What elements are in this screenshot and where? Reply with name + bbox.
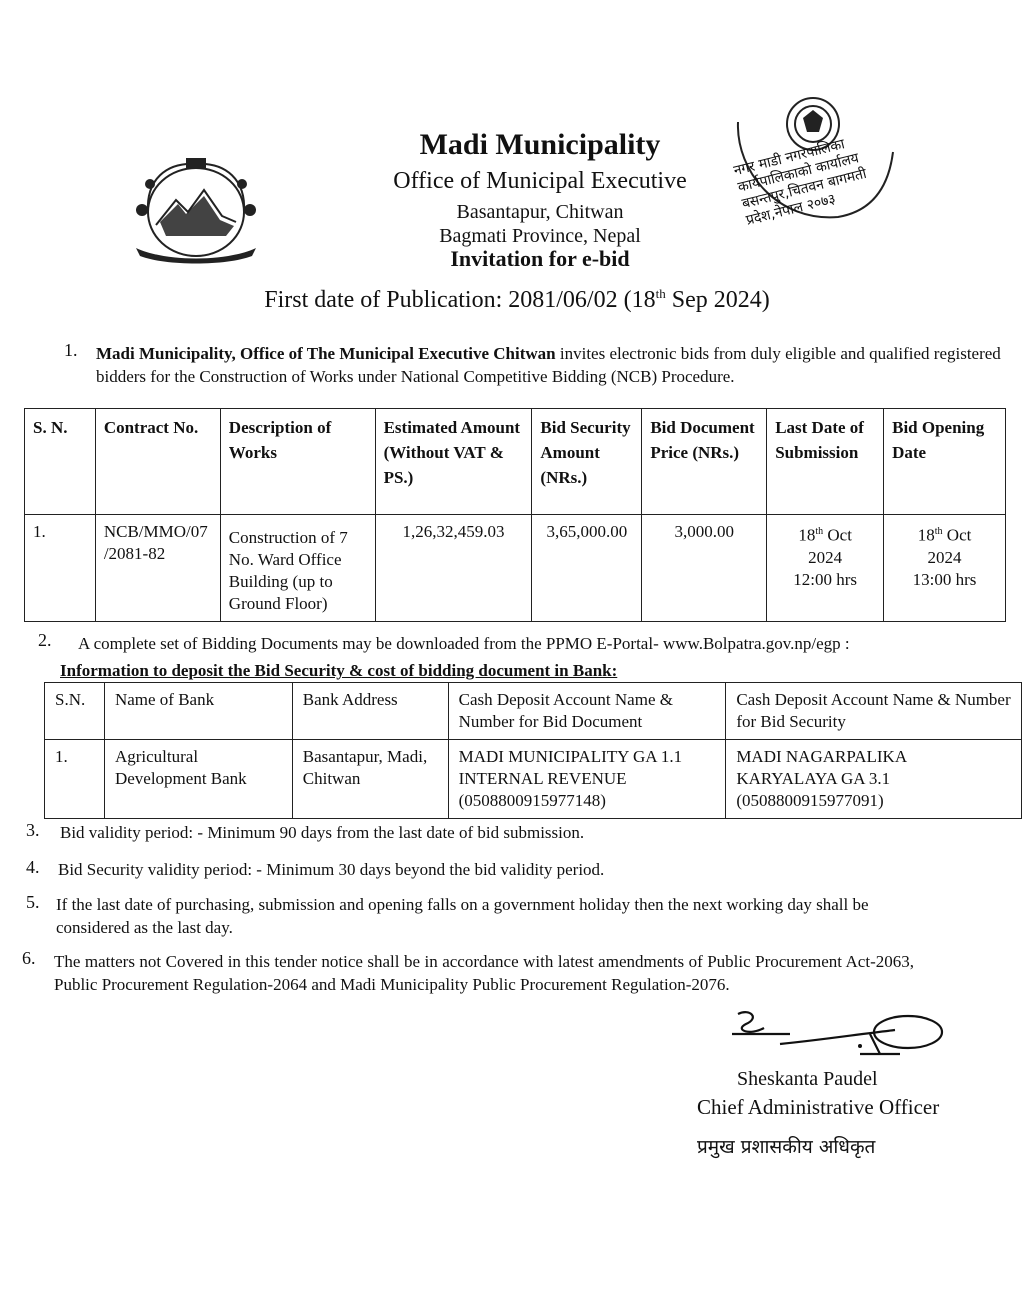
column-header: Cash Deposit Account Name & Number for Bid Document: [448, 683, 726, 740]
bank-table: [44, 682, 1022, 819]
signature-icon: [720, 1004, 950, 1064]
column-header: S.N.: [45, 683, 105, 740]
item-number: 4.: [26, 857, 40, 877]
office-seal-icon: [718, 82, 898, 247]
item-5-text: If the last date of purchasing, submission and opening falls on a government holiday then the next working day shall be considered as the last day.: [56, 895, 869, 937]
address-line-1: Basantapur, Chitwan: [456, 201, 624, 223]
table-cell: 18th Oct 2024 12:00 hrs: [767, 515, 884, 622]
item-number: 3.: [26, 820, 40, 840]
column-header: Description of Works: [220, 409, 375, 515]
column-header: Cash Deposit Account Name & Number for Bid Security: [726, 683, 1022, 740]
item-1-text: Madi Municipality, Office of The Municipal Executive Chitwan invites electronic bids from duly eligible and qualified registered bidders for the Construction of Works under National Competitive Bidding (NCB) Procedure.: [96, 344, 1001, 386]
table-cell: 1.: [45, 740, 105, 819]
table-cell: 1.: [25, 515, 96, 622]
column-header: Estimated Amount (Without VAT & PS.): [375, 409, 532, 515]
table-row: [25, 515, 1006, 622]
item-number: 6.: [22, 948, 36, 968]
column-header: Contract No.: [95, 409, 220, 515]
table-cell: 3,000.00: [642, 515, 767, 622]
table-cell: Construction of 7 No. Ward Office Building (up to Ground Floor): [220, 515, 375, 622]
column-header: S. N.: [25, 409, 96, 515]
column-header: Name of Bank: [104, 683, 292, 740]
column-header: Bid Security Amount (NRs.): [532, 409, 642, 515]
item-3-text: Bid validity period: - Minimum 90 days from the last date of bid submission.: [60, 823, 585, 842]
municipality-title: Madi Municipality: [419, 128, 661, 161]
signatory-title-nepali: प्रमुख प्रशासकीय अधिकृत: [697, 1136, 876, 1158]
signatory-name: Sheskanta Paudel: [737, 1068, 878, 1090]
column-header: Bank Address: [292, 683, 448, 740]
table-cell: MADI NAGARPALIKA KARYALAYA GA 3.1 (0508800915977091): [726, 740, 1022, 819]
table-cell: 18th Oct 2024 13:00 hrs: [884, 515, 1006, 622]
item-number: 1.: [64, 340, 78, 360]
bid-table: [24, 408, 1006, 622]
table-cell: MADI MUNICIPALITY GA 1.1 INTERNAL REVENUE (0508800915977148): [448, 740, 726, 819]
table-cell: Agricultural Development Bank: [104, 740, 292, 819]
table-cell: NCB/MMO/07 /2081-82: [95, 515, 220, 622]
publication-date: First date of Publication: 2081/06/02 (18th Sep 2024): [264, 286, 770, 313]
column-header: Bid Opening Date: [884, 409, 1006, 515]
item-6-text: The matters not Covered in this tender notice shall be in accordance with latest amendments of Public Procurement Act-2063, Public Procurement Regulation-2064 and Madi Municipality Public Procurement Regulation-2076.: [54, 952, 914, 994]
table-row: [45, 740, 1022, 819]
notice-type: Invitation for e-bid: [450, 246, 630, 271]
item-4-text: Bid Security validity period: - Minimum 30 days beyond the bid validity period.: [58, 860, 605, 879]
item-number: 5.: [26, 892, 40, 912]
table-cell: 3,65,000.00: [532, 515, 642, 622]
nepal-emblem-icon: [126, 150, 266, 265]
table-cell: 1,26,32,459.03: [375, 515, 532, 622]
item-2-text: A complete set of Bidding Documents may be downloaded from the PPMO E-Portal- www.Bolpatra.gov.np/egp :: [78, 634, 850, 653]
column-header: Last Date of Submission: [767, 409, 884, 515]
address-line-2: Bagmati Province, Nepal: [439, 225, 641, 247]
table-cell: Basantapur, Madi, Chitwan: [292, 740, 448, 819]
item-number: 2.: [38, 630, 52, 650]
office-name: Office of Municipal Executive: [393, 168, 687, 194]
signatory-title: Chief Administrative Officer: [697, 1095, 940, 1119]
seal-text: नगर माडी नगरपालिका कार्यपालिकाको कार्यालय बसन्तपुर,चितवन बागमती प्रदेश,नेपाल २०७३: [732, 136, 869, 229]
column-header: Bid Document Price (NRs.): [642, 409, 767, 515]
bank-info-heading: Information to deposit the Bid Security & cost of bidding document in Bank:: [60, 661, 618, 680]
